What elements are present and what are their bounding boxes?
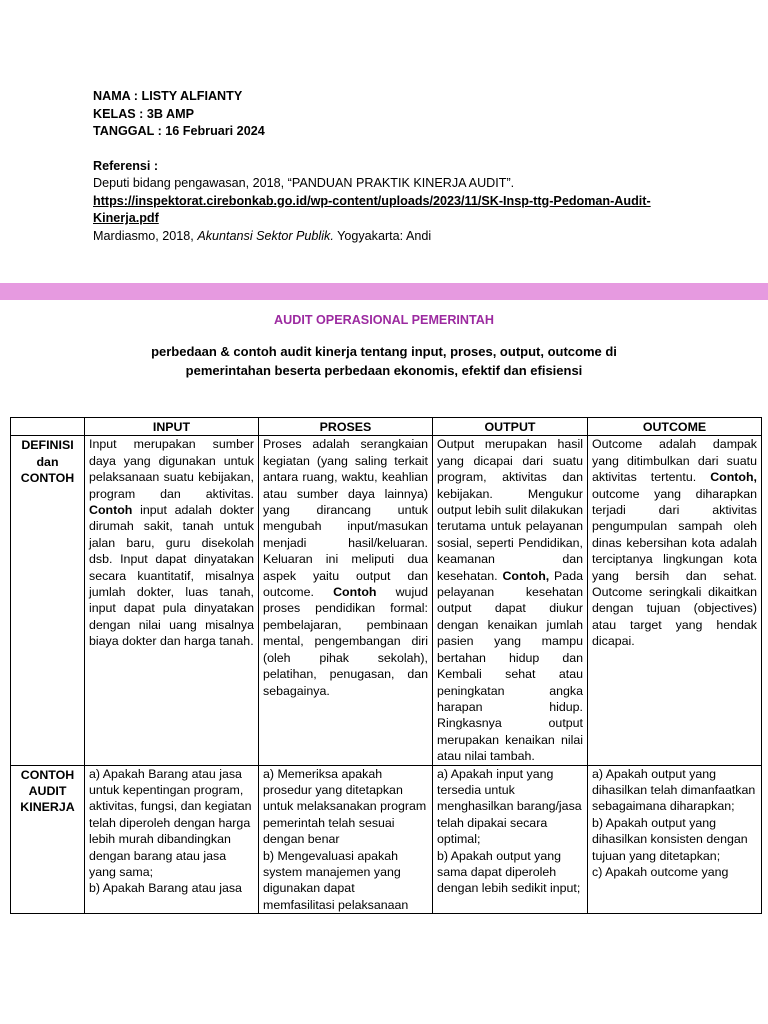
cell-outcome-definition <box>588 436 762 765</box>
bold-text: Contoh <box>89 503 133 518</box>
reference-3-author: Mardiasmo, 2018, <box>93 228 198 243</box>
table-row <box>11 765 762 913</box>
reference-3 <box>93 228 673 246</box>
text: a) Apakah Barang atau jasa untuk kepentingan program, aktivitas, fungsi, dan kegiatan telah diperoleh dengan harga lebih murah dibandingkan dengan barang atau jasa yang sama; b) Apakah Barang atau jasa <box>89 766 252 896</box>
student-name: NAMA : LISTY ALFIANTY <box>93 89 243 103</box>
document-subtitle: perbedaan & contoh audit kinerja tentang input, proses, output, outcome di pemerintahan beserta perbedaan ekonomis, efektif dan efisiensi <box>151 344 617 378</box>
text: a) Apakah input yang tersedia untuk menghasilkan barang/jasa telah dipakai secara optimal; b) Apakah output yang sama dapat diperoleh dengan lebih sedikit input; <box>437 766 582 896</box>
row-label-contoh: CONTOH AUDIT KINERJA <box>11 765 85 913</box>
reference-3-title: Akuntansi Sektor Publik. <box>197 228 334 243</box>
header-block <box>93 88 673 245</box>
table-header-row <box>11 418 762 436</box>
text: Output merupakan hasil yang dicapai dari suatu program, aktivitas dan kebijakan. Mengukur output lebih sulit dilakukan terutama untuk pelayanan sosial, seperti Pendidikan, keamanan dan kesehatan. <box>437 437 583 583</box>
comparison-table <box>10 417 762 914</box>
cell-output-definition <box>433 436 588 765</box>
text: Pada pelayanan kesehatan output dapat diukur dengan kenaikan jumlah pasien yang mampu bertahan hidup dan Kembali sehat atau peningkatan angka harapan hidup. Ringkasnya output merupakan kenaikan nilai atau nilai tambah. <box>437 568 583 764</box>
text: outcome yang diharapkan terjadi dari aktivitas pengumpulan sampah oleh dinas kebersihan kota adalah terciptanya lingkungan kota yang bersih dan sehat. Outcome seringkali dikaitkan dengan tujuan (objectives) atau target yang hendak dicapai. <box>592 486 757 649</box>
divider-bar <box>0 283 768 300</box>
cell-output-example <box>433 765 588 913</box>
corner-cell <box>11 418 85 436</box>
text: Proses adalah serangkaian kegiatan (yang saling terkait antara ruang, waktu, keahlian atau sumber daya lainnya) yang dirancang untuk mengubah input/masukan menjadi hasil/keluaran. Keluaran ini meliputi dua aspek yaitu output dan outcome. <box>263 437 428 600</box>
header-proses: PROSES <box>259 418 433 436</box>
text: Outcome adalah dampak yang ditimbulkan dari suatu aktivitas tertentu. <box>592 437 757 485</box>
cell-input-definition <box>85 436 259 765</box>
bold-text: Contoh, <box>710 470 757 485</box>
text: wujud proses pendidikan formal: pembelajaran, pembinaan mental, pengembangan diri (oleh pihak sekolah), pelatihan, penugasan, dan sebagainya. <box>263 585 428 698</box>
table-row <box>11 436 762 765</box>
cell-outcome-example <box>588 765 762 913</box>
text: input adalah dokter dirumah sakit, tanah untuk jalan baru, guru disekolah dsb. Input dapat dinyatakan secara kuantitatif, misalnya jumlah dokter, luas tanah, input dapat pula dinyatakan dengan nilai uang misalnya biaya dokter dan harga tanah. <box>89 503 254 649</box>
document-title: AUDIT OPERASIONAL PEMERINTAH <box>274 313 494 327</box>
cell-input-example <box>85 765 259 913</box>
text: a) Memeriksa apakah prosedur yang ditetapkan untuk melaksanakan program pemerintah telah sesuai dengan benar b) Mengevaluasi apakah system manajemen yang digunakan dapat memfasilitasi pelaksanaan <box>263 766 427 912</box>
date: TANGGAL : 16 Februari 2024 <box>93 124 265 138</box>
text: Input merupakan sumber daya yang digunakan untuk pelaksanaan suatu kebijakan, program dan aktivitas. <box>89 437 254 501</box>
text: a) Apakah output yang dihasilkan telah dimanfaatkan sebagaimana diharapkan; b) Apakah output yang dihasilkan konsisten dengan tujuan yang ditetapkan; c) Apakah outcome yang <box>592 766 756 879</box>
cell-proses-example <box>259 765 433 913</box>
reference-1: Deputi bidang pengawasan, 2018, “PANDUAN PRAKTIK KINERJA AUDIT”. <box>93 176 515 190</box>
header-input: INPUT <box>85 418 259 436</box>
cell-proses-definition <box>259 436 433 765</box>
row-label-definisi: DEFINISI dan CONTOH <box>11 436 85 765</box>
student-class: KELAS : 3B AMP <box>93 106 194 121</box>
bold-text: Contoh <box>333 585 377 600</box>
header-output: OUTPUT <box>433 418 588 436</box>
header-outcome: OUTCOME <box>588 418 762 436</box>
reference-link[interactable]: https://inspektorat.cirebonkab.go.id/wp-content/uploads/2023/11/SK-Insp-ttg-Pedoman-Audit-Kinerja.pdf <box>93 193 651 225</box>
bold-text: Contoh, <box>502 568 550 583</box>
reference-3-publisher: Yogyakarta: Andi <box>333 228 432 243</box>
references-label: Referensi : <box>93 158 159 173</box>
